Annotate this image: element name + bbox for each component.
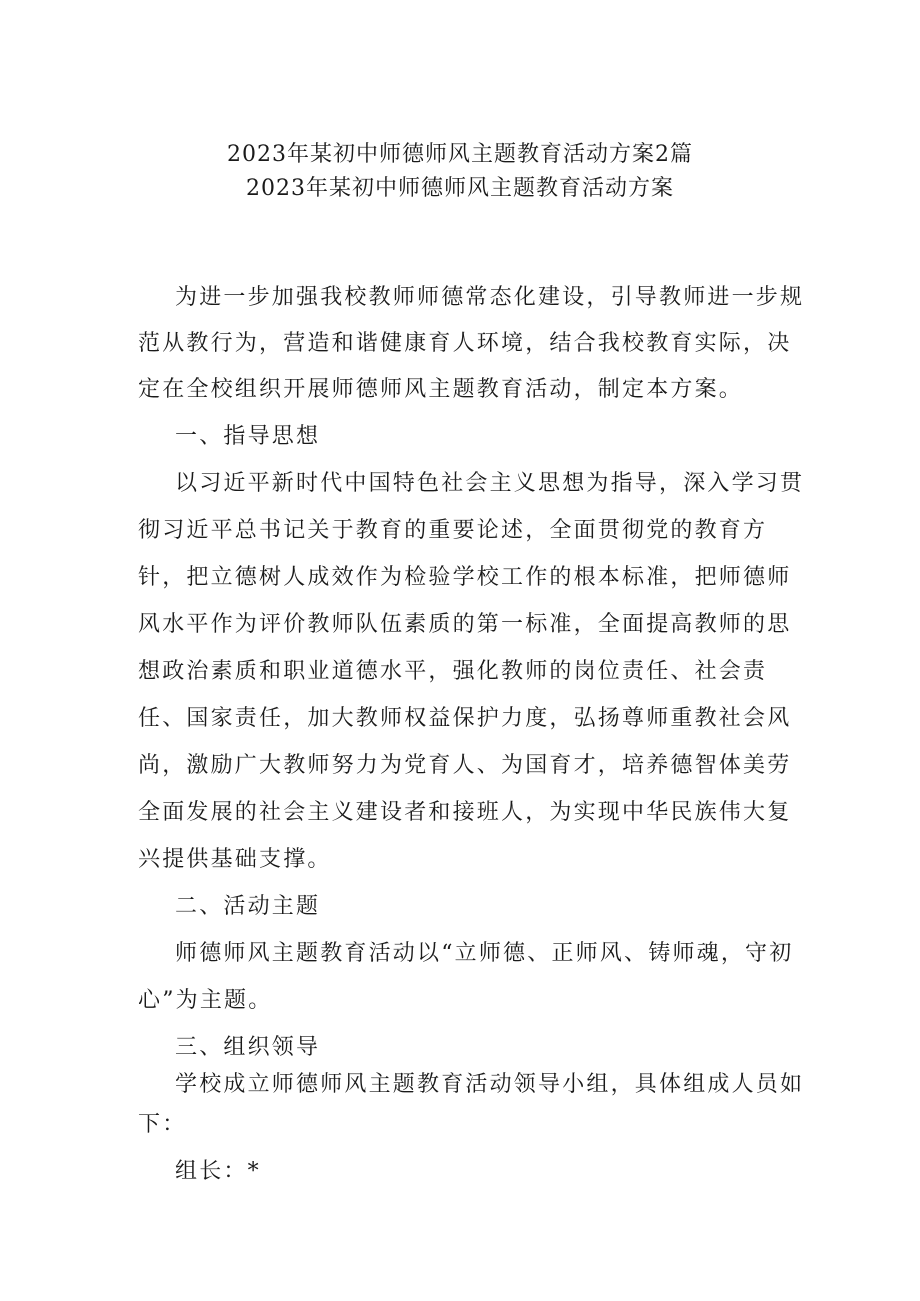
paragraph-line: 组长：*	[175, 1159, 261, 1184]
section-heading: 二、活动主题	[175, 894, 321, 919]
paragraph-line: 兴提供基础支撑。	[138, 847, 332, 872]
paragraph-line: 彻习近平总书记关于教育的重要论述，全面贯彻党的教育方	[138, 518, 768, 543]
paragraph-line: 任、国家责任，加大教师权益保护力度，弘扬尊师重教社会风	[138, 706, 792, 731]
paragraph-line: 全面发展的社会主义建设者和接班人，为实现中华民族伟大复	[138, 800, 792, 825]
paragraph-line: 为进一步加强我校教师师德常态化建设，引导教师进一步规	[175, 285, 805, 310]
paragraph-line: 定在全校组织开展师德师风主题教育活动，制定本方案。	[138, 377, 744, 402]
paragraph-line: 尚，激励广大教师努力为党育人、为国育才，培养德智体美劳	[138, 753, 792, 778]
paragraph-line: 以习近平新时代中国特色社会主义思想为指导，深入学习贯	[175, 471, 805, 496]
document-title: 2023年某初中师德师风主题教育活动方案2篇	[227, 142, 693, 167]
section-heading: 一、指导思想	[175, 424, 321, 449]
paragraph-line: 师德师风主题教育活动以“立师德、正师风、铸师魂，守初	[175, 941, 794, 966]
paragraph-line: 下：	[138, 1112, 187, 1137]
paragraph-line: 针，把立德树人成效作为检验学校工作的根本标准，把师德师	[138, 565, 792, 590]
paragraph-line: 学校成立师德师风主题教育活动领导小组，具体组成人员如	[175, 1072, 805, 1097]
paragraph-line: 风水平作为评价教师队伍素质的第一标准，全面提高教师的思	[138, 612, 792, 637]
section-heading: 三、组织领导	[175, 1035, 321, 1060]
paragraph-line: 范从教行为，营造和谐健康育人环境，结合我校教育实际，决	[138, 331, 792, 356]
paragraph-line: 想政治素质和职业道德水平，强化教师的岗位责任、社会责	[138, 659, 768, 684]
paragraph-line: 心”为主题。	[138, 988, 273, 1013]
document-subtitle: 2023年某初中师德师风主题教育活动方案	[246, 176, 674, 201]
